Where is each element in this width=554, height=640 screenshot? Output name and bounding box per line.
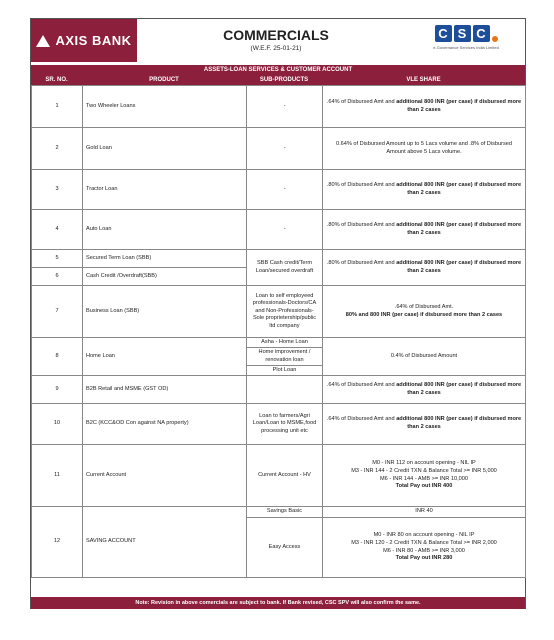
sr-cell: 5	[32, 250, 83, 268]
csc-dot-icon	[492, 36, 498, 42]
footer-note: Note: Revision in above comercials are subject to bank. If Bank revised, CSC SPV will also confirm the same.	[31, 597, 525, 609]
sub-product-cell: Plot Loan	[247, 366, 323, 376]
sub-product-cell: Current Account - HV	[247, 445, 323, 507]
col-header-sub: SUB-PRODUCTS	[246, 75, 322, 85]
table-row	[32, 286, 526, 338]
sub-product-cell: Home improvement / renovation loan	[247, 348, 323, 366]
vle-share-cell: .64% of Disbursed Amt and additional 800 INR (per case) if disbursed more than 2 cases	[323, 376, 526, 404]
table-row	[32, 338, 526, 348]
vle-share-cell: .64% of Disbursed Amt and additional 800 INR (per case) if disbursed more than 2 cases	[323, 404, 526, 445]
sr-cell: 7	[32, 286, 83, 338]
table-row	[32, 86, 526, 128]
sub-product-cell: -	[247, 86, 323, 128]
vle-share-cell: INR 40	[323, 507, 526, 518]
col-header-vle: VLE SHARE	[322, 75, 525, 85]
col-header-product: PRODUCT	[82, 75, 246, 85]
col-header-sr: SR. NO.	[31, 75, 82, 85]
sr-cell: 3	[32, 170, 83, 210]
vle-share-cell: .80% of Disbursed Amt and additional 800 INR (per case) if disbursed more than 2 cases	[323, 210, 526, 250]
sr-cell: 11	[32, 445, 83, 507]
product-cell: Business Loan (SBB)	[83, 286, 247, 338]
title-block	[201, 27, 351, 52]
sr-cell: 10	[32, 404, 83, 445]
csc-logo	[416, 23, 516, 59]
sub-product-cell: Loan to farmers/Agri Loan/Loan to MSME,food processing unit etc	[247, 404, 323, 445]
sub-product-cell: Savings Basic	[247, 507, 323, 518]
axis-logo-text: AXIS BANK	[55, 33, 132, 48]
csc-logo-mark: C S C	[416, 25, 516, 42]
effective-date: (W.E.F. 25-01-21)	[250, 45, 302, 52]
sr-cell: 8	[32, 338, 83, 376]
axis-logo-icon	[36, 35, 50, 47]
sub-product-cell: -	[247, 170, 323, 210]
sr-cell: 9	[32, 376, 83, 404]
table-row	[32, 210, 526, 250]
table-row	[32, 128, 526, 170]
sub-product-cell: -	[247, 128, 323, 170]
table-row	[32, 376, 526, 404]
product-cell: Current Account	[83, 445, 247, 507]
product-cell: Two Wheeler Loans	[83, 86, 247, 128]
header	[31, 19, 525, 62]
vle-share-cell: .64% of Disbursed Amt. 80% and 800 INR (per case) if disbursed more than 2 cases	[323, 286, 526, 338]
sub-product-cell: Easy Access	[247, 518, 323, 578]
vle-share-cell: M0 - INR 112 on account opening - NIL IP M3 - INR 144 - 2 Credit TXN & Balance Total >= INR 5,000 M6 - INR 144 - AMB >= INR 10,000 Total Pay out INR 400	[323, 445, 526, 507]
product-cell: SAVING ACCOUNT	[83, 507, 247, 578]
csc-tagline: e-Governance Services India Limited	[433, 45, 499, 50]
section-banner: ASSETS-LOAN SERVICES & CUSTOMER ACCOUNT	[31, 65, 525, 75]
vle-share-cell: 0.64% of Disbursed Amount up to 5 Lacs volume and .8% of Disbursed Amount above 5 Lacs volume.	[323, 128, 526, 170]
sub-product-cell: -	[247, 210, 323, 250]
axis-bank-logo	[31, 19, 137, 62]
sub-product-cell: Asha - Home Loan	[247, 338, 323, 348]
table-row	[32, 170, 526, 210]
vle-share-cell: .64% of Disbursed Amt and additional 800 INR (per case) if disbursed more than 2 cases	[323, 86, 526, 128]
sub-product-cell: SBB Cash credit/Term Loan/secured overdraft	[247, 250, 323, 286]
sr-cell: 4	[32, 210, 83, 250]
commercials-sheet	[30, 18, 526, 609]
sub-product-cell: Loan to self employeed professionals-Doctors/CA and Non-Professionals-Sole proprietership/public ltd company	[247, 286, 323, 338]
vle-share-cell: M0 - INR 80 on account opening - NIL IP M3 - INR 120 - 2 Credit TXN & Balance Total >= INR 2,000 M6 - INR 80 - AMB >= INR 3,000 Total Pay out INR 280	[323, 518, 526, 578]
page-title: COMMERCIALS	[223, 27, 329, 43]
sr-cell: 12	[32, 507, 83, 578]
sr-cell: 6	[32, 268, 83, 286]
product-cell: B2B Retail and MSME (GST OD)	[83, 376, 247, 404]
product-cell: B2C (KCC&OD Con against NA property)	[83, 404, 247, 445]
sub-product-cell	[247, 376, 323, 404]
vle-share-cell: .80% of Disbursed Amt and additional 800 INR (per case) if disbursed more than 2 cases	[323, 250, 526, 286]
product-cell: Auto Loan	[83, 210, 247, 250]
table-row	[32, 250, 526, 268]
table-row	[32, 445, 526, 507]
product-cell: Secured Term Loan (SBB)	[83, 250, 247, 268]
sr-cell: 1	[32, 86, 83, 128]
product-cell: Cash Credit /Overdraft(SBB)	[83, 268, 247, 286]
product-cell: Gold Loan	[83, 128, 247, 170]
sr-cell: 2	[32, 128, 83, 170]
vle-share-cell: .80% of Disbursed Amt and additional 800 INR (per case) if disbursed more than 2 cases	[323, 170, 526, 210]
product-cell: Tractor Loan	[83, 170, 247, 210]
vle-share-cell: 0.4% of Disbursed Amount	[323, 338, 526, 376]
table-row	[32, 404, 526, 445]
table-row	[32, 507, 526, 518]
commercials-table	[31, 85, 526, 578]
product-cell: Home Loan	[83, 338, 247, 376]
